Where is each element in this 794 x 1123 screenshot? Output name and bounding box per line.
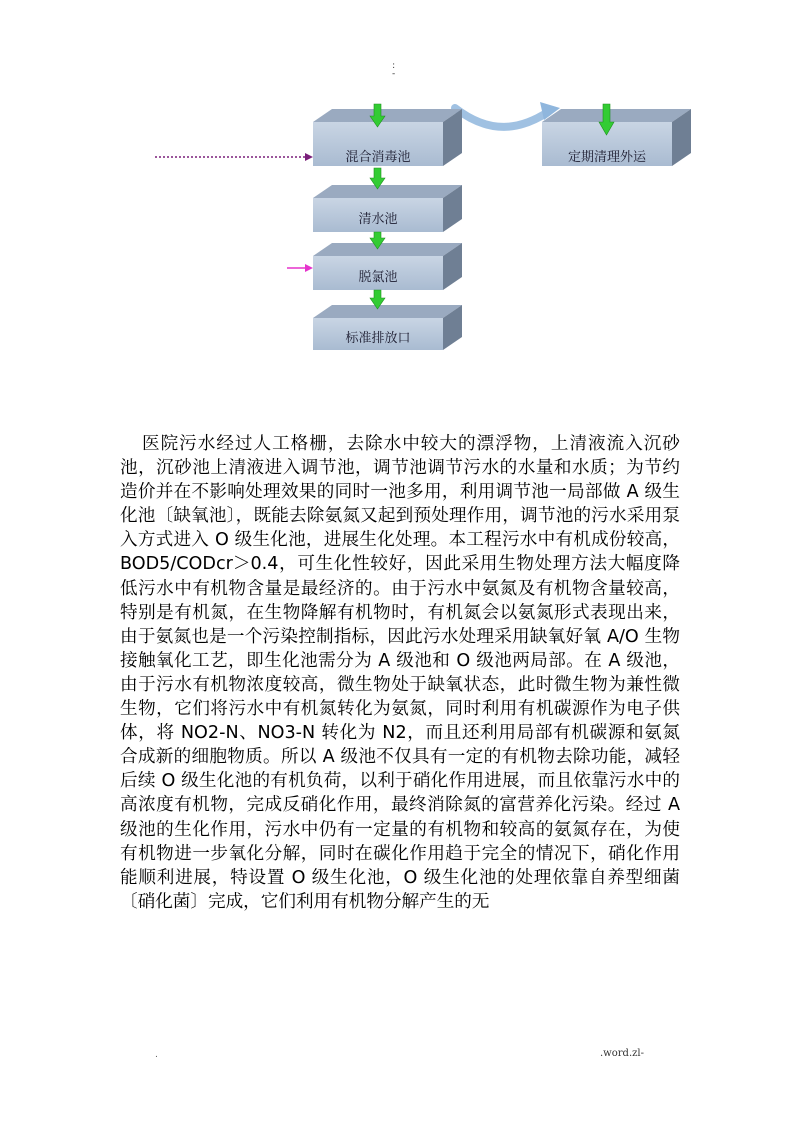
- paragraph: 医院污水经过人工格栅，去除水中较大的漂浮物，上清液流入沉砂池，沉砂池上清液进入调节池，调节池调节污水的水量和水质；为节约造价并在不影响处理效果的同时一池多用，利用调节池一局部做 A 级生化池〔缺氧池〕，既能去除氨氮又起到预处理作用，调节池的污水采用泵入方式进入 O 级生化池，进展生化处理。本工程污水中有机成份较高，BOD5/CODcr＞0.4，可生化性较好，因此采用生物处理方法大幅度降低污水中有机物含量是最经济的。由于污水中氨氮及有机物含量较高，特别是有机氮，在生物降解有机物时，有机氮会以氨氮形式表现出来，由于氨氮也是一个污染控制指标，因此污水处理采用缺氧好氧 A/O 生物接触氧化工艺，即生化池需分为 A 级池和 O 级池两局部。在 A 级池，由于污水有机物浓度较高，微生物处于缺氧状态，此时微生物为兼性微生物，它们将污水中有机氮转化为氨氮，同时利用有机碳源作为电子供体，将 NO2-N、NO3-N 转化为 N2，而且还利用局部有机碳源和氨氮合成新的细胞物质。所以 A 级池不仅具有一定的有机物去除功能，减轻后续 O 级生化池的有机负荷，以利于硝化作用进展，而且依靠污水中的高浓度有机物，完成反硝化作用，最终消除氮的富营养化污染。经过 A 级池的生化作用，污水中仍有一定量的有机物和较高的氨氮存在，为使有机物进一步氧化分解，同时在碳化作用趋于完全的情况下，硝化作用能顺利进展，特设置 O 级生化池，O 级生化池的处理依靠自养型细菌〔硝化菌〕完成，它们利用有机物分解产生的无: [120, 434, 680, 912]
- box-outlet-label: 标准排放口: [345, 331, 411, 346]
- body-text: [120, 432, 680, 914]
- box-clear: [313, 185, 462, 232]
- pink-inlet-arrowhead: [305, 264, 313, 272]
- box-dechlor: [313, 243, 462, 290]
- box-outlet: [313, 305, 462, 350]
- box-dechlor-label: 脱氯池: [358, 270, 398, 285]
- box-sludge-label: 定期清理外运: [567, 150, 647, 165]
- header-mark: : -: [392, 61, 396, 79]
- process-flow-diagram: [0, 0, 794, 400]
- box-mix: [313, 109, 462, 166]
- box-clear-label: 清水池: [358, 212, 398, 227]
- dotted-inlet-arrowhead: [305, 153, 313, 161]
- box-mix-label: 混合消毒池: [345, 150, 411, 165]
- footer-source: .word.zl-: [600, 1048, 644, 1059]
- box-sludge: [542, 109, 691, 166]
- footer-left-mark: .: [155, 1050, 158, 1060]
- curved-connector: [455, 108, 548, 127]
